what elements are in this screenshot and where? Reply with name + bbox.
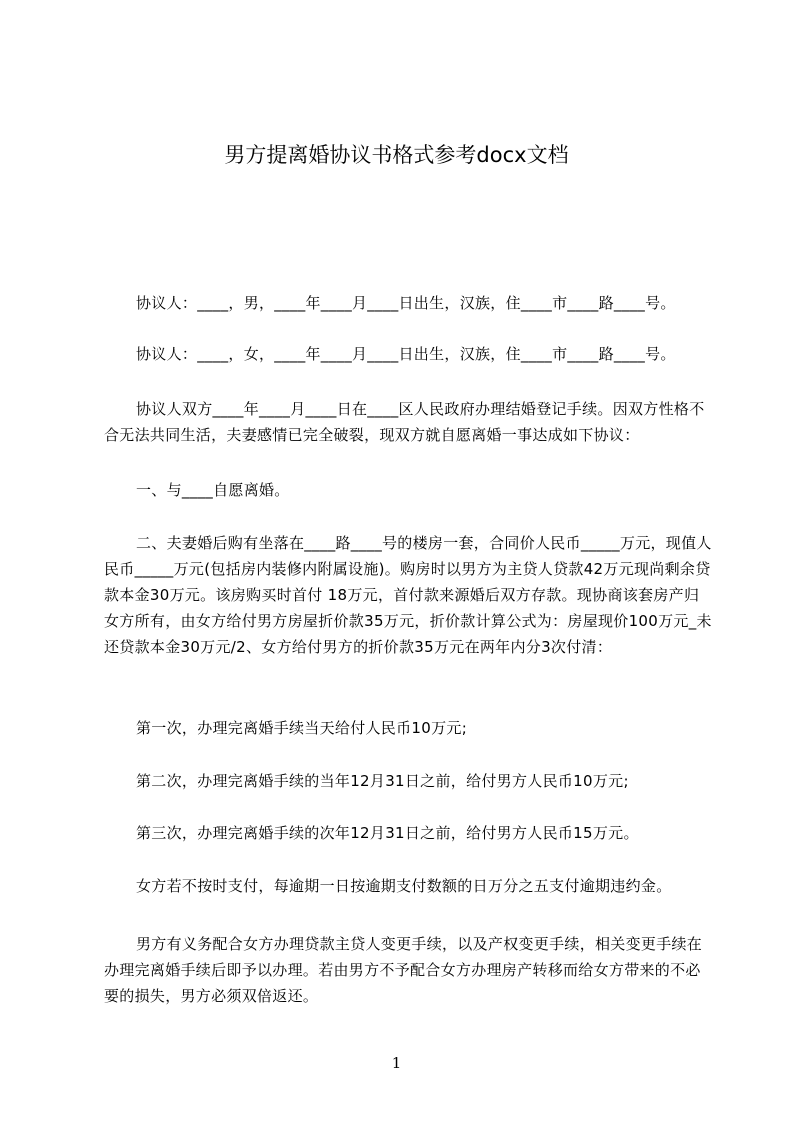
paragraph-payment-2: 第二次，办理完离婚手续的当年12月31日之前，给付男方人民币10万元; — [136, 772, 629, 790]
page-number: 1 — [391, 1054, 402, 1072]
paragraph-party-male: 协议人：____，男，____年____月____日出生，汉族，住____市____路____号。 — [136, 294, 676, 312]
paragraph-clause-1: 一、与____自愿离婚。 — [136, 481, 290, 499]
paragraph-party-female: 协议人：____，女，____年____月____日出生，汉族，住____市____路____号。 — [136, 345, 676, 363]
paragraph-marriage-registration: 协议人双方____年____月____日在____区人民政府办理结婚登记手续。因双方性格不合无法共同生活，夫妻感情已完全破裂，现双方就自愿离婚一事达成如下协议： — [104, 400, 705, 444]
paragraph-transfer-obligation: 男方有义务配合女方办理贷款主贷人变更手续，以及产权变更手续，相关变更手续在办理完离婚手续后即予以办理。若由男方不予配合女方办理房产转移而给女方带来的不必要的损失，男方必须双倍返还。 — [104, 935, 703, 1005]
paragraph-clause-2-property: 二、夫妻婚后购有坐落在____路____号的楼房一套，合同价人民币_____万元，现值人民币_____万元(包括房内装修内附属设施)。购房时以男方为主贷人贷款42万元现尚剩余贷款本金30万元。该房购买时首付 18万元，首付款来源婚后双方存款。现协商该套房产归女方所有，由女方给付男方房屋折价款35万元，折价款计算公式为：房屋现价100万元_未还贷款本金30万元/2、女方给付男方的折价款35万元在两年内分3次付清： — [104, 534, 712, 656]
paragraph-late-penalty: 女方若不按时支付，每逾期一日按逾期支付数额的日万分之五支付逾期违约金。 — [136, 877, 672, 895]
paragraph-payment-3: 第三次，办理完离婚手续的次年12月31日之前，给付男方人民币15万元。 — [136, 824, 639, 842]
paragraph-payment-1: 第一次，办理完离婚手续当天给付人民币10万元; — [136, 719, 468, 737]
document-title: 男方提离婚协议书格式参考docx文档 — [224, 143, 569, 167]
